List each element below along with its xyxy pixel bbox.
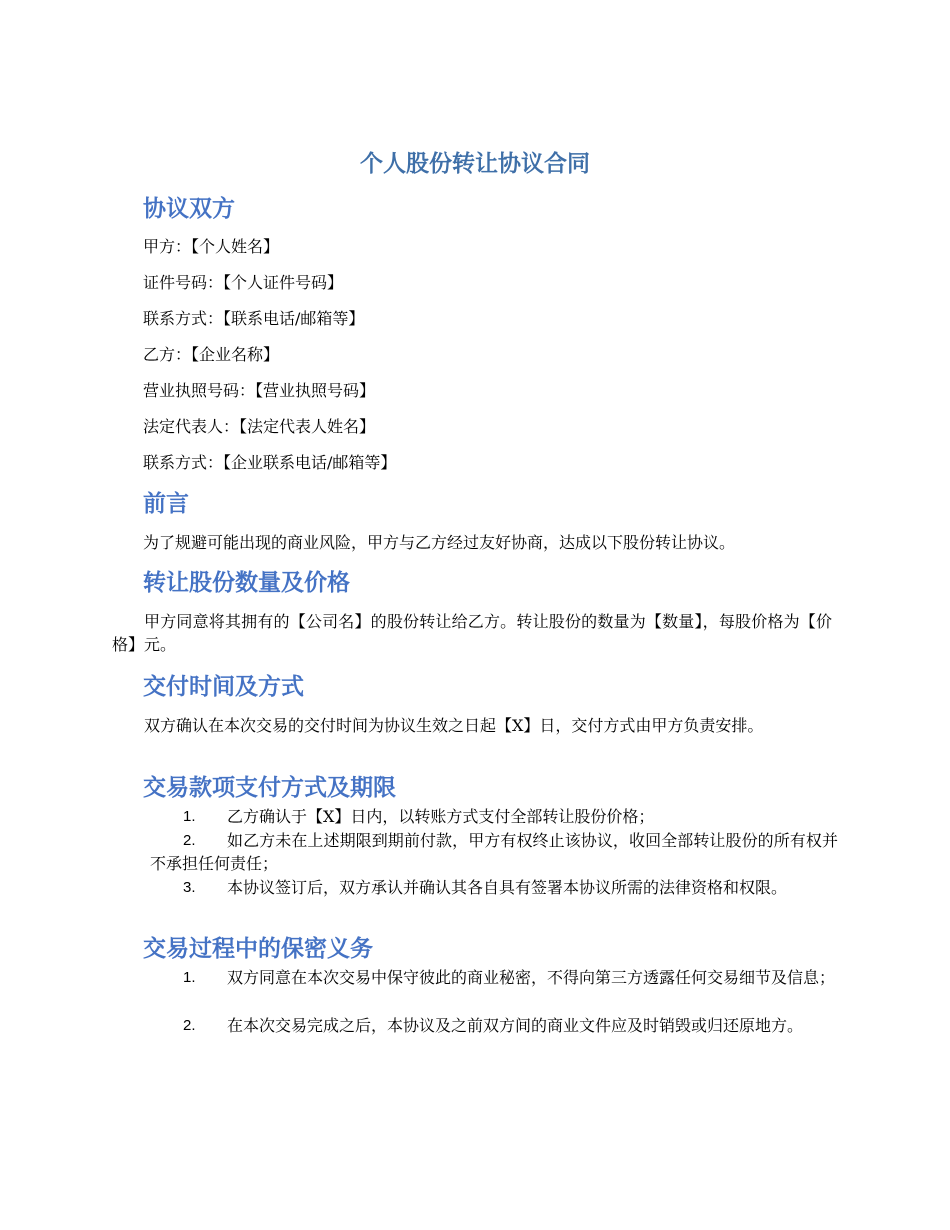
list-text: 乙方确认于【X】日内，以转账方式支付全部转让股份价格； — [227, 807, 655, 826]
party-a-name: 甲方：【个人姓名】 — [143, 237, 280, 256]
payment-item-2 — [150, 829, 838, 875]
party-a-id-number: 证件号码：【个人证件号码】 — [143, 273, 344, 292]
heading-payment: 交易款项支付方式及期限 — [143, 775, 396, 801]
list-text: 本协议签订后，双方承认并确认其各自具有签署本协议所需的法律资格和权限。 — [227, 878, 788, 897]
delivery-text: 双方确认在本次交易的交付时间为协议生效之日起【X】日，交付方式由甲方负责安排。 — [144, 716, 764, 735]
list-number: 2. — [183, 832, 196, 849]
party-b-license-number: 营业执照号码：【营业执照号码】 — [143, 381, 376, 400]
document-title: 个人股份转让协议合同 — [360, 151, 590, 177]
list-text: 如乙方未在上述期限到期前付款，甲方有权终止该协议，收回全部转让股份的所有权并不承担任何责任； — [150, 831, 838, 873]
heading-confidentiality: 交易过程中的保密义务 — [143, 936, 373, 962]
party-b-name: 乙方：【企业名称】 — [143, 345, 280, 364]
heading-parties: 协议双方 — [143, 196, 235, 222]
confidentiality-item-1 — [150, 966, 838, 989]
confidentiality-item-2 — [150, 1014, 838, 1037]
list-number: 3. — [183, 879, 196, 896]
list-number: 1. — [183, 969, 196, 986]
heading-preface: 前言 — [143, 491, 189, 517]
heading-quantity-price: 转让股份数量及价格 — [143, 570, 350, 596]
payment-item-1 — [150, 805, 838, 828]
preface-text: 为了规避可能出现的商业风险，甲方与乙方经过友好协商，达成以下股份转让协议。 — [143, 533, 736, 552]
party-a-contact: 联系方式：【联系电话/邮箱等】 — [143, 309, 365, 328]
list-number: 1. — [183, 808, 196, 825]
quantity-price-text: 甲方同意将其拥有的【公司名】的股份转让给乙方。转让股份的数量为【数量】，每股价格为【价格】元。 — [112, 612, 832, 654]
list-number: 2. — [183, 1017, 196, 1034]
party-b-legal-representative: 法定代表人：【法定代表人姓名】 — [143, 417, 376, 436]
heading-delivery: 交付时间及方式 — [143, 674, 304, 700]
payment-item-3 — [150, 876, 838, 899]
list-text: 双方同意在本次交易中保守彼此的商业秘密，不得向第三方透露任何交易细节及信息； — [227, 968, 836, 987]
list-text: 在本次交易完成之后，本协议及之前双方间的商业文件应及时销毁或归还原地方。 — [227, 1016, 804, 1035]
party-b-contact: 联系方式：【企业联系电话/邮箱等】 — [143, 453, 397, 472]
